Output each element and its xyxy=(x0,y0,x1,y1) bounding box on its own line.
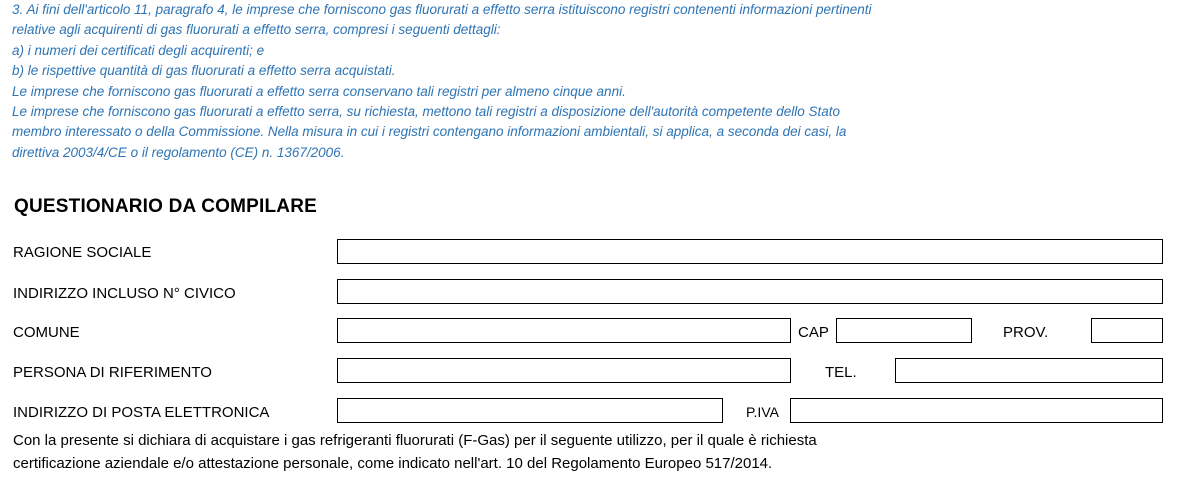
regulation-line: relative agli acquirenti di gas fluorurati a effetto serra, compresi i seguenti dettagli: xyxy=(12,22,501,38)
ragione-sociale-label: RAGIONE SOCIALE xyxy=(13,244,152,261)
declaration-text xyxy=(13,429,1173,475)
comune-label: COMUNE xyxy=(13,324,80,341)
regulation-excerpt xyxy=(12,0,1172,163)
regulation-line: Le imprese che forniscono gas fluorurati a effetto serra conservano tali registri per almeno cinque anni. xyxy=(12,83,626,99)
piva-label: P.IVA xyxy=(746,404,779,420)
cap-label: CAP xyxy=(798,324,829,341)
questionnaire-title: QUESTIONARIO DA COMPILARE xyxy=(14,196,318,217)
tel-label: TEL. xyxy=(825,364,857,381)
declaration-line: certificazione aziendale e/o attestazione personale, come indicato nell'art. 10 del Regolamento Europeo 517/2014. xyxy=(13,455,773,472)
indirizzo-field[interactable] xyxy=(337,279,1163,304)
regulation-line: membro interessato o della Commissione. Nella misura in cui i registri contengano informazioni ambientali, si applica, a seconda dei casi, la xyxy=(12,124,847,140)
prov-label: PROV. xyxy=(1003,324,1049,341)
tel-field[interactable] xyxy=(895,358,1163,383)
piva-field[interactable] xyxy=(790,398,1163,423)
ragione-sociale-field[interactable] xyxy=(337,239,1163,264)
persona-label: PERSONA DI RIFERIMENTO xyxy=(13,364,212,381)
regulation-line: 3. Ai fini dell'articolo 11, paragrafo 4, le imprese che forniscono gas fluorurati a effetto serra istituiscono registri contenenti informazioni pertinenti xyxy=(12,2,872,17)
regulation-line: direttiva 2003/4/CE o il regolamento (CE) n. 1367/2006. xyxy=(12,144,345,160)
email-field[interactable] xyxy=(337,398,723,423)
prov-field[interactable] xyxy=(1091,318,1163,343)
email-label: INDIRIZZO DI POSTA ELETTRONICA xyxy=(13,404,270,421)
declaration-line: Con la presente si dichiara di acquistare i gas refrigeranti fluorurati (F-Gas) per il seguente utilizzo, per il quale è richiesta xyxy=(13,432,817,449)
regulation-line: Le imprese che forniscono gas fluorurati a effetto serra, su richiesta, mettono tali registri a disposizione dell'autorità competente dello Stato xyxy=(12,104,841,120)
regulation-line-item-b: b) le rispettive quantità di gas fluorurati a effetto serra acquistati. xyxy=(12,63,396,79)
indirizzo-label: INDIRIZZO INCLUSO N° CIVICO xyxy=(13,285,236,302)
comune-field[interactable] xyxy=(337,318,791,343)
cap-field[interactable] xyxy=(836,318,972,343)
persona-field[interactable] xyxy=(337,358,791,383)
regulation-line-item-a: a) i numeri dei certificati degli acquirenti; e xyxy=(12,42,265,58)
